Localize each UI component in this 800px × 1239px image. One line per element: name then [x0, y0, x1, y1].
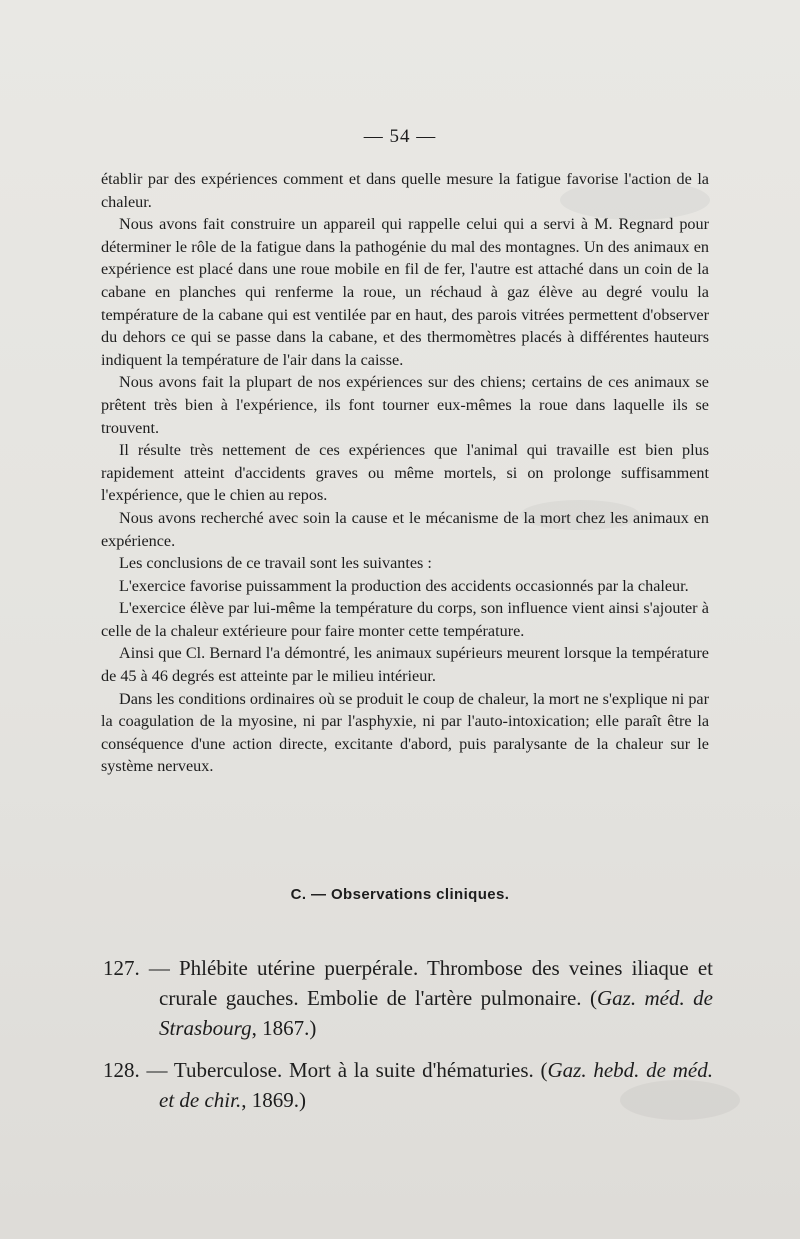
entry-number: 127. — [103, 956, 140, 980]
paragraph: Nous avons fait la plupart de nos expériences sur des chiens; certains de ces animaux se prêtent très bien à l'expérience, ils font tourner eux-mêmes la roue dans laquelle ils se trouvent. — [101, 373, 709, 437]
paragraph: Nous avons recherché avec soin la cause et le mécanisme de la mort chez les animaux en expérience. — [101, 508, 709, 550]
entry-dash: — — [146, 1058, 168, 1082]
paragraph: Il résulte très nettement de ces expériences que l'animal qui travaille est bien plus rapidement atteint d'accidents graves ou même mortels, si on prolonge suffisamment l'expérience, que le chien au repos. — [101, 441, 709, 505]
entry-year: , 1869.) — [241, 1088, 306, 1112]
page-number: — 54 — — [363, 126, 437, 147]
section-heading: C. — Observations cliniques. — [290, 886, 510, 903]
paragraph: Les conclusions de ce travail sont les suivantes : — [119, 554, 432, 573]
entry-dash: — — [148, 956, 170, 980]
entry-text: Phlébite utérine puerpérale. Thrombose des veines iliaque et crurale gauches. Embolie de l'artère pulmonaire. ( — [159, 956, 714, 1010]
paragraph: Nous avons fait construire un appareil qui rappelle celui qui a servi à M. Regnard pour déterminer le rôle de la fatigue dans la pathogénie du mal des montagnes. Un des animaux en expérience est placé dans une roue mobile en fil de fer, l'autre est attaché dans un coin de la cabane en planches qui renferme la roue, un réchaud à gaz élève au degré voulu la température de la cabane qui est ventilée par en haut, des parois vitrées permettent d'observer du dehors ce qui se passe dans la cabane, et des thermomètres placés à différentes hauteurs indiquent la température de l'air dans la caisse. — [101, 215, 709, 369]
paragraph: Dans les conditions ordinaires où se produit le coup de chaleur, la mort ne s'explique ni par la coagulation de la myosine, ni par l'asphyxie, ni par l'auto-intoxication; elle paraît être la conséquence d'une action directe, excitante d'abord, puis paralysante de la chaleur sur le système nerveux. — [101, 689, 709, 776]
paragraph: établir par des expériences comment et dans quelle mesure la fatigue favorise l'action de la chaleur. — [101, 170, 709, 211]
entry-source: Gaz. hebd. de méd. et de chir. — [159, 1058, 713, 1112]
observation-entry — [103, 953, 713, 1043]
entry-source: Gaz. méd. de Strasbourg — [159, 986, 713, 1040]
body-text — [101, 168, 709, 778]
observation-entry — [103, 1055, 713, 1115]
entry-year: , 1867.) — [251, 1016, 317, 1040]
paragraph: L'exercice élève par lui-même la température du corps, son influence vient ainsi s'ajouter à celle de la chaleur extérieure pour faire monter cette température. — [101, 599, 709, 640]
paragraph: L'exercice favorise puissamment la production des accidents occasionnés par la chaleur. — [119, 576, 689, 595]
entry-number: 128. — [103, 1058, 140, 1082]
paragraph: Ainsi que Cl. Bernard l'a démontré, les animaux supérieurs meurent lorsque la température de 45 à 46 degrés est atteinte par le milieu intérieur. — [101, 644, 709, 686]
entry-text: Tuberculose. Mort à la suite d'hématuries. ( — [173, 1058, 548, 1082]
